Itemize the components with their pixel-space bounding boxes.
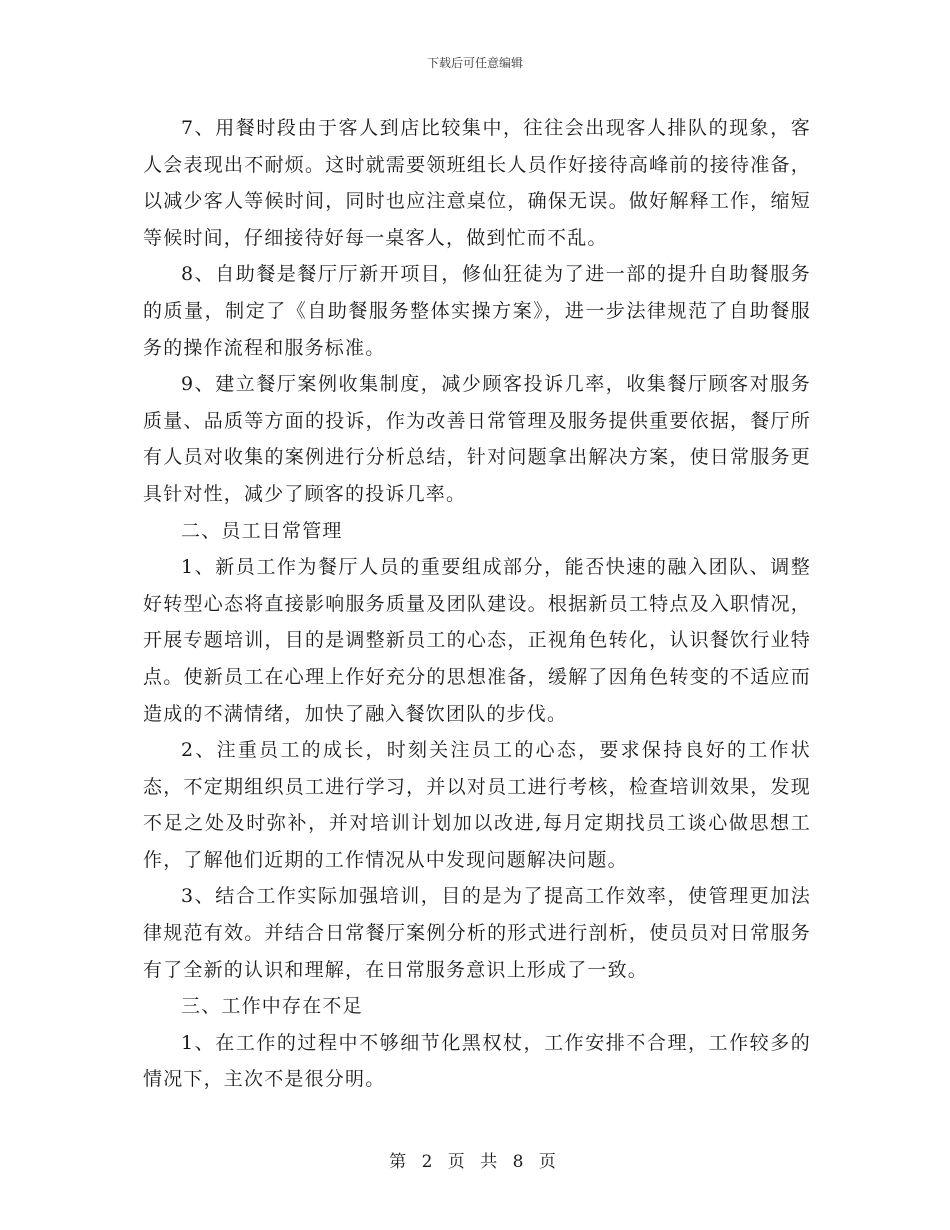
- paragraph-item-9: 9、建立餐厅案例收集制度，减少顾客投诉几率，收集餐厅顾客对服务质量、品质等方面的投诉，作为改善日常管理及服务提供重要依据，餐厅所有人员对收集的案例进行分析总结，针对问题拿出解决方案，使日常服务更具针对性，减少了顾客的投诉几率。: [143, 373, 811, 505]
- paragraph-item-7: 7、用餐时段由于客人到店比较集中，往往会出现客人排队的现象，客人会表现出不耐烦。这时就需要领班组长人员作好接待高峰前的接待准备，以减少客人等候时间，同时也应注意桌位，确保无误。做好解释工作，缩短等候时间，仔细接待好每一桌客人，做到忙而不乱。: [143, 117, 811, 249]
- paragraph-staff-2: 2、注重员工的成长，时刻关注员工的心态，要求保持良好的工作状态，不定期组织员工进行学习，并以对员工进行考核，检查培训效果，发现不足之处及时弥补，并对培训计划加以改进,每月定期找员工谈心做思想工作，了解他们近期的工作情况从中发现问题解决问题。: [143, 739, 811, 871]
- section-heading-staff-management: 二、员工日常管理: [181, 519, 343, 542]
- section-heading-shortcomings: 三、工作中存在不足: [181, 995, 363, 1018]
- document-body: [143, 110, 811, 1098]
- paragraph-shortcoming-1: 1、在工作的过程中不够细节化黑权杖，工作安排不合理，工作较多的情况下，主次不是很分明。: [143, 1031, 811, 1091]
- paragraph-staff-3: 3、结合工作实际加强培训，目的是为了提高工作效率，使管理更加法律规范有效。并结合日常餐厅案例分析的形式进行剖析，使员员对日常服务有了全新的认识和理解，在日常服务意识上形成了一致。: [143, 885, 811, 981]
- header-note: 下载后可任意编辑: [426, 56, 523, 70]
- page-number: 第 2 页 共 8 页: [389, 1152, 561, 1172]
- paragraph-staff-1: 1、新员工作为餐厅人员的重要组成部分，能否快速的融入团队、调整好转型心态将直接影响服务质量及团队建设。根据新员工特点及入职情况，开展专题培训，目的是调整新员工的心态，正视角色转化，认识餐饮行业特点。使新员工在心理上作好充分的思想准备，缓解了因角色转变的不适应而造成的不满情绪，加快了融入餐饮团队的步伐。: [143, 556, 811, 725]
- paragraph-item-8: 8、自助餐是餐厅厅新开项目，修仙狂徒为了进一部的提升自助餐服务的质量，制定了《自助餐服务整体实操方案》，进一步法律规范了自助餐服务的操作流程和服务标准。: [143, 263, 811, 359]
